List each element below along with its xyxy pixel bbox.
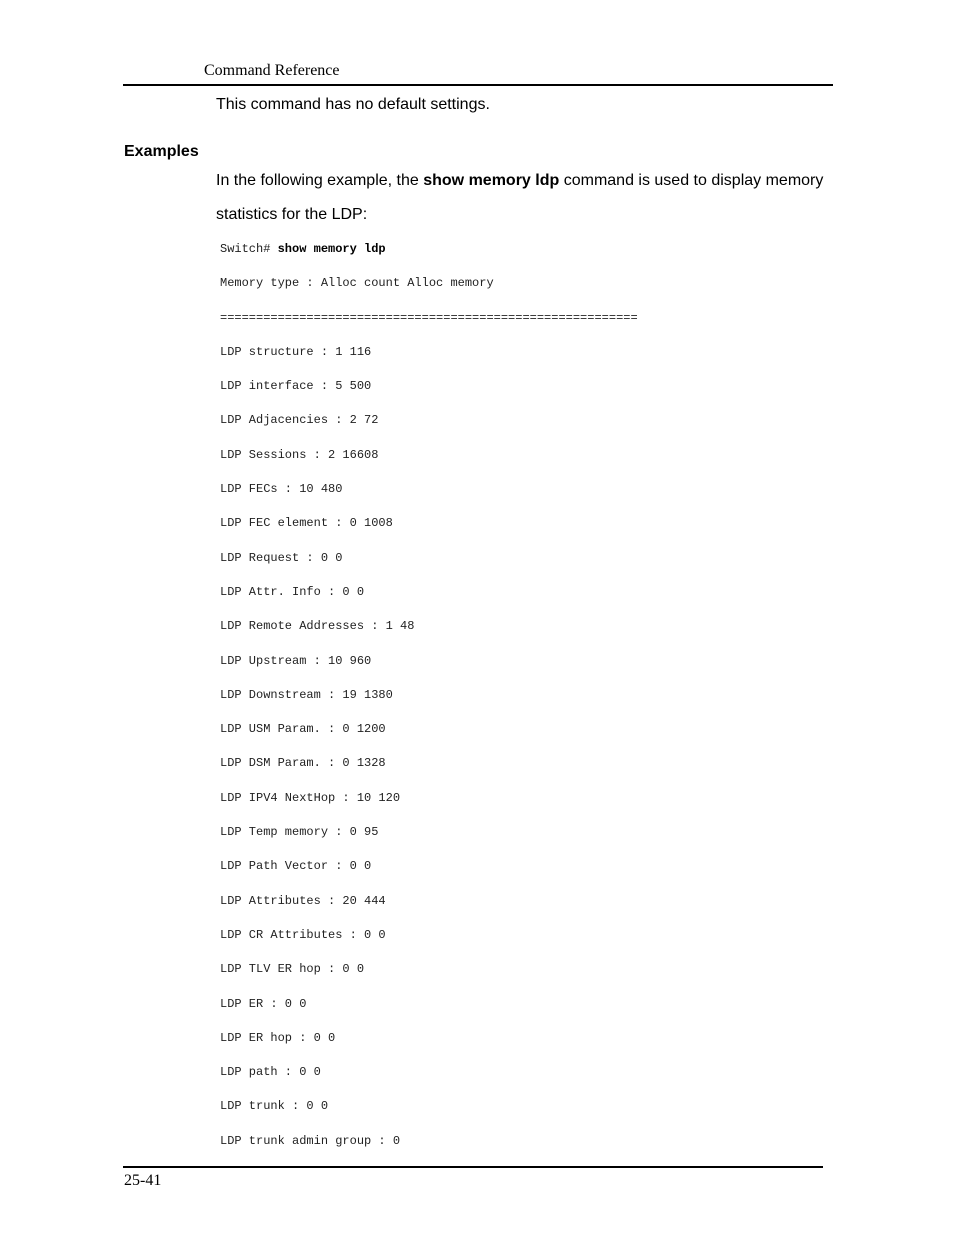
output-line: Memory type : Alloc count Alloc memory <box>220 276 494 291</box>
command-line <box>220 240 638 274</box>
output-line: LDP Remote Addresses : 1 48 <box>220 619 415 634</box>
output-line: LDP Sessions : 2 16608 <box>220 447 379 462</box>
examples-intro <box>216 164 826 232</box>
output-line: LDP USM Param. : 0 1200 <box>220 722 386 737</box>
output-line: LDP Attr. Info : 0 0 <box>220 584 365 599</box>
intro-text-after: command is used to display memory statistics for the LDP: <box>216 172 824 223</box>
output-line: LDP DSM Param. : 0 1328 <box>220 756 386 771</box>
output-line: LDP Adjacencies : 2 72 <box>220 413 379 428</box>
output-line: LDP Path Vector : 0 0 <box>220 859 372 874</box>
code-example <box>220 240 638 1166</box>
output-line: LDP trunk : 0 0 <box>220 1099 329 1114</box>
output-line: LDP Upstream : 10 960 <box>220 653 372 668</box>
intro-text-before: In the following example, the <box>216 172 424 189</box>
output-line: LDP CR Attributes : 0 0 <box>220 927 386 942</box>
output-line: LDP FECs : 10 480 <box>220 482 343 497</box>
default-settings-text: This command has no default settings. <box>216 96 490 113</box>
output-line: LDP FEC element : 0 1008 <box>220 516 393 531</box>
output-line: LDP interface : 5 500 <box>220 379 372 394</box>
page-number: 25-41 <box>124 1172 162 1189</box>
running-header: Command Reference <box>204 62 340 79</box>
output-line: LDP IPV4 NextHop : 10 120 <box>220 790 401 805</box>
output-line: LDP Downstream : 19 1380 <box>220 687 393 702</box>
header-rule <box>123 84 833 86</box>
cli-prompt: Switch# <box>220 242 278 256</box>
output-line: LDP ER hop : 0 0 <box>220 1030 336 1045</box>
cli-command: show memory ldp <box>277 242 386 256</box>
output-line: ========================================================== <box>220 310 638 325</box>
examples-heading: Examples <box>124 143 199 160</box>
output-line: LDP Temp memory : 0 95 <box>220 825 379 840</box>
output-line: LDP structure : 1 116 <box>220 344 372 359</box>
output-line: LDP trunk admin group : 0 <box>220 1133 401 1148</box>
footer-rule <box>123 1166 823 1168</box>
intro-command: show memory ldp <box>423 172 560 189</box>
output-line: LDP ER : 0 0 <box>220 996 307 1011</box>
output-line: LDP path : 0 0 <box>220 1065 321 1080</box>
output-line: LDP Request : 0 0 <box>220 550 343 565</box>
output-line: LDP Attributes : 20 444 <box>220 893 386 908</box>
output-line: LDP TLV ER hop : 0 0 <box>220 962 365 977</box>
